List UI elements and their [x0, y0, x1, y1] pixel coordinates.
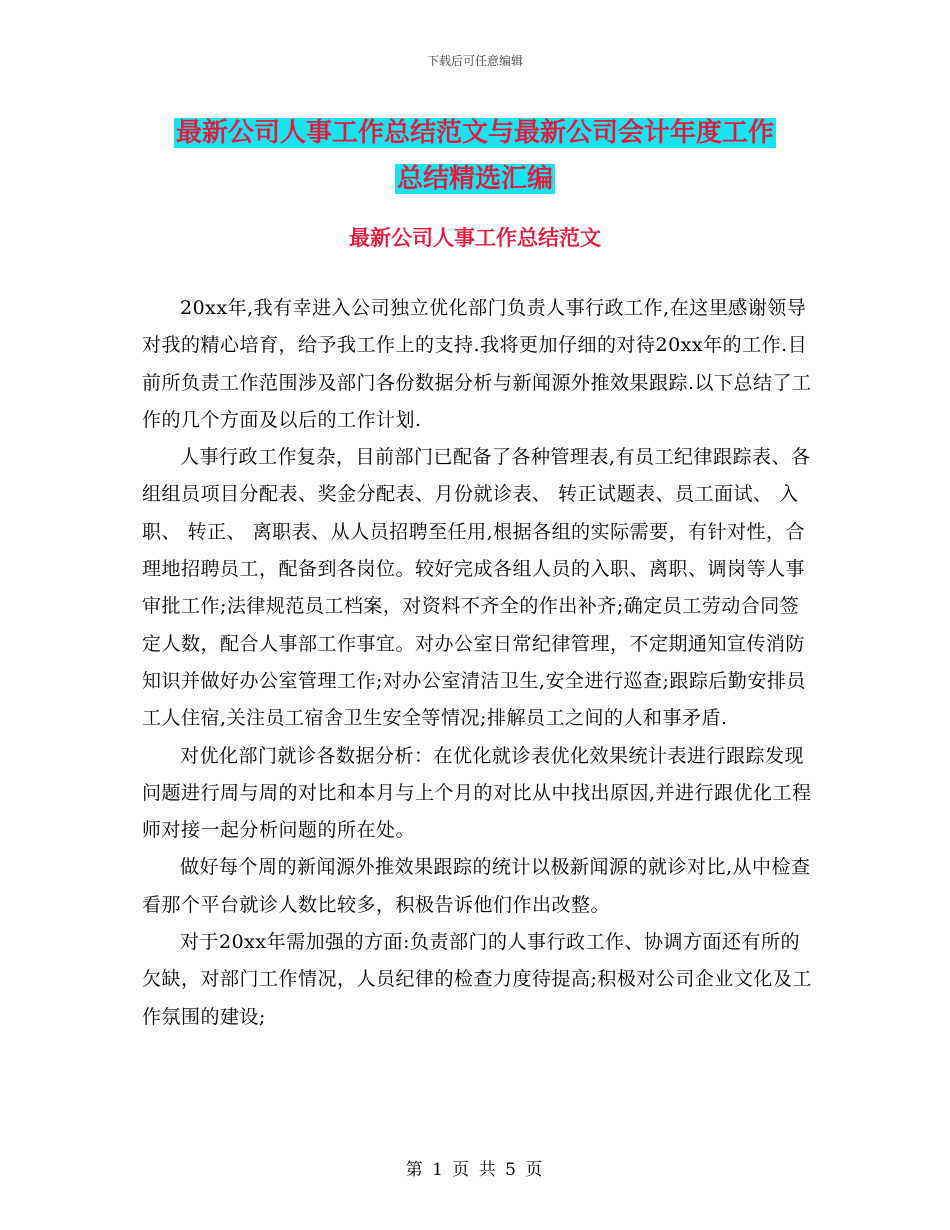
header-note: 下载后可任意编辑 — [426, 54, 523, 68]
body-text — [142, 290, 812, 1036]
page-number-footer: 第 1 页 共 5 页 — [405, 1160, 545, 1180]
document-title-line-2: 总结精选汇编 — [396, 164, 553, 194]
document-title — [0, 110, 950, 202]
paragraph: 人事行政工作复杂，目前部门已配备了各种管理表,有员工纪律跟踪表、各组组员项目分配表、奖金分配表、月份就诊表、 转正试题表、员工面试、 入职、 转正、 离职表、从人员招聘至任用,根据各组的实际需要，有针对性，合理地招聘员工，配备到各岗位。较好完成各组人员的入职、离职、调岗等人事审批工作;法律规范员工档案，对资料不齐全的作出补齐;确定员工劳动合同签定人数，配合人事部工作事宜。对办公室日常纪律管理，不定期通知宣传消防知识并做好办公室管理工作;对办公室清洁卫生,安全进行巡查;跟踪后勤安排员工人住宿,关注员工宿舍卫生安全等情况;排解员工之间的人和事矛盾. — [142, 446, 811, 730]
paragraph: 20xx年,我有幸进入公司独立优化部门负责人事行政工作,在这里感谢领导对我的精心培育，给予我工作上的支持.我将更加仔细的对待20xx年的工作.目前所负责工作范围涉及部门各份数据分析与新闻源外推效果跟踪.以下总结了工作的几个方面及以后的工作计划. — [142, 297, 812, 431]
document-title-line-1: 最新公司人事工作总结范文与最新公司会计年度工作 — [175, 118, 774, 148]
paragraph: 对于20xx年需加强的方面:负责部门的人事行政工作、协调方面还有所的欠缺，对部门工作情况，人员纪律的检查力度待提高;积极对公司企业文化及工作氛围的建设; — [142, 931, 812, 1028]
paragraph: 对优化部门就诊各数据分析：在优化就诊表优化效果统计表进行跟踪发现问题进行周与周的对比和本月与上个月的对比从中找出原因,并进行跟优化工程师对接一起分析问题的所在处。 — [142, 744, 812, 842]
paragraph: 做好每个周的新闻源外推效果跟踪的统计以极新闻源的就诊对比,从中检查看那个平台就诊人数比较多，积极告诉他们作出改整。 — [142, 856, 811, 916]
section-title: 最新公司人事工作总结范文 — [349, 226, 601, 250]
